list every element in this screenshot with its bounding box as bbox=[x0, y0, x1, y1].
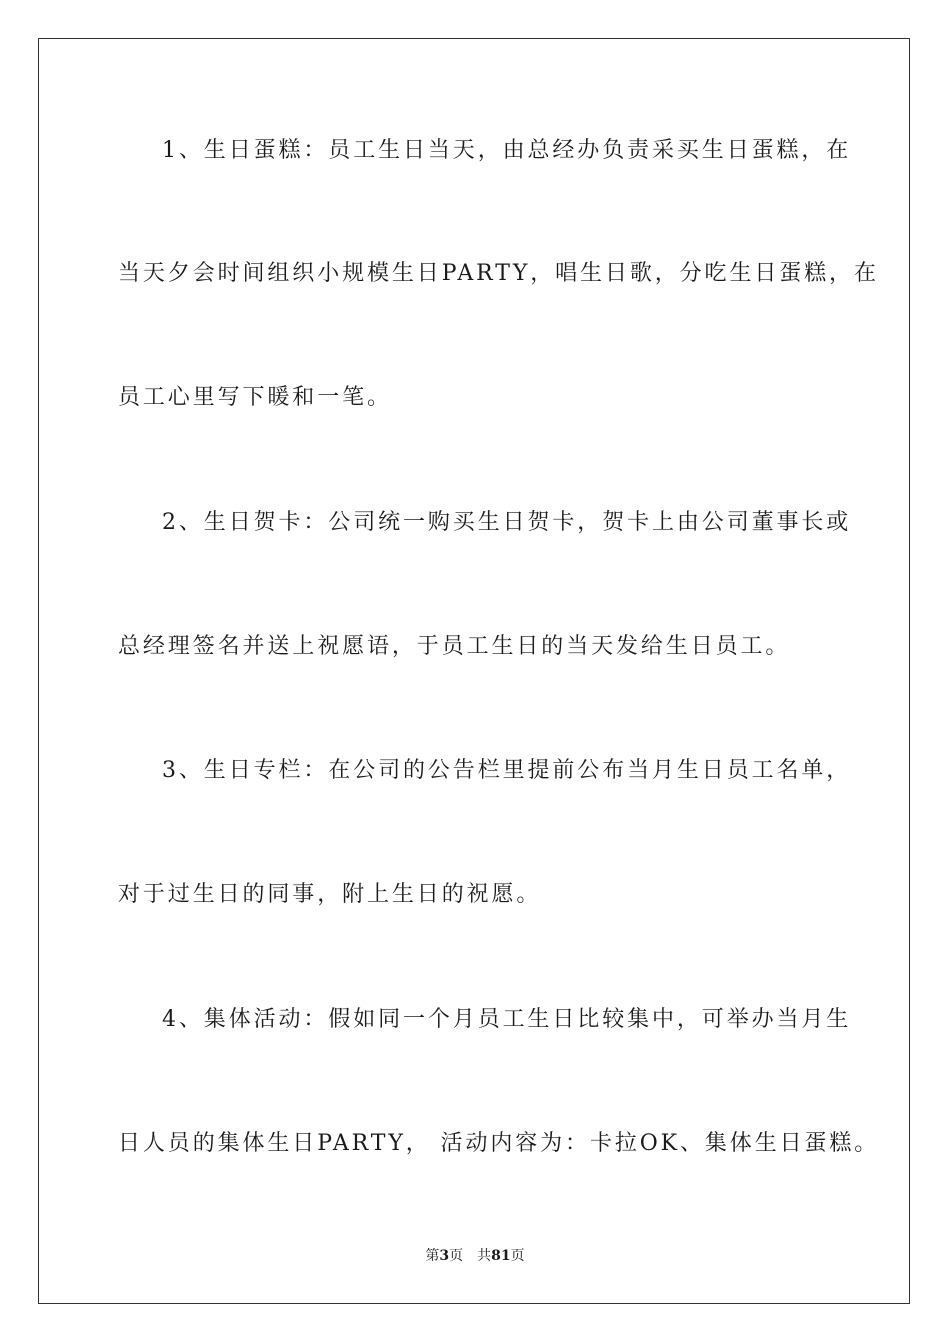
total-pages: 81 bbox=[491, 1248, 511, 1264]
page-footer bbox=[0, 1246, 950, 1266]
page-frame bbox=[38, 38, 910, 1304]
paragraph-1-line-2: 当天夕会时间组织小规模生日PARTY，唱生日歌，分吃生日蛋糕，在 bbox=[118, 261, 879, 286]
paragraph-3-line-1: 3、生日专栏：在公司的公告栏里提前公布当月生日员工名单， bbox=[162, 758, 852, 783]
paragraph-1-line-1: 1、生日蛋糕：员工生日当天，由总经办负责采买生日蛋糕，在 bbox=[162, 138, 852, 163]
paragraph-4-line-2: 日人员的集体生日PARTY， 活动内容为：卡拉OK、集体生日蛋糕。 bbox=[118, 1131, 880, 1156]
paragraph-2-line-2: 总经理签名并送上祝愿语，于员工生日的当天发给生日员工。 bbox=[118, 634, 791, 659]
paragraph-1-line-3: 员工心里写下暖和一笔。 bbox=[118, 385, 392, 410]
total-suffix: 页 bbox=[510, 1248, 525, 1264]
page-number: 3 bbox=[439, 1248, 450, 1264]
paragraph-2-line-1: 2、生日贺卡：公司统一购买生日贺卡，贺卡上由公司董事长或 bbox=[162, 510, 852, 535]
paragraph-4-line-1: 4、集体活动：假如同一个月员工生日比较集中，可举办当月生 bbox=[162, 1007, 852, 1032]
page-prefix: 第 bbox=[425, 1248, 440, 1264]
total-prefix: 共 bbox=[477, 1248, 492, 1264]
page-suffix: 页 bbox=[449, 1248, 464, 1264]
paragraph-3-line-2: 对于过生日的同事，附上生日的祝愿。 bbox=[118, 882, 542, 907]
